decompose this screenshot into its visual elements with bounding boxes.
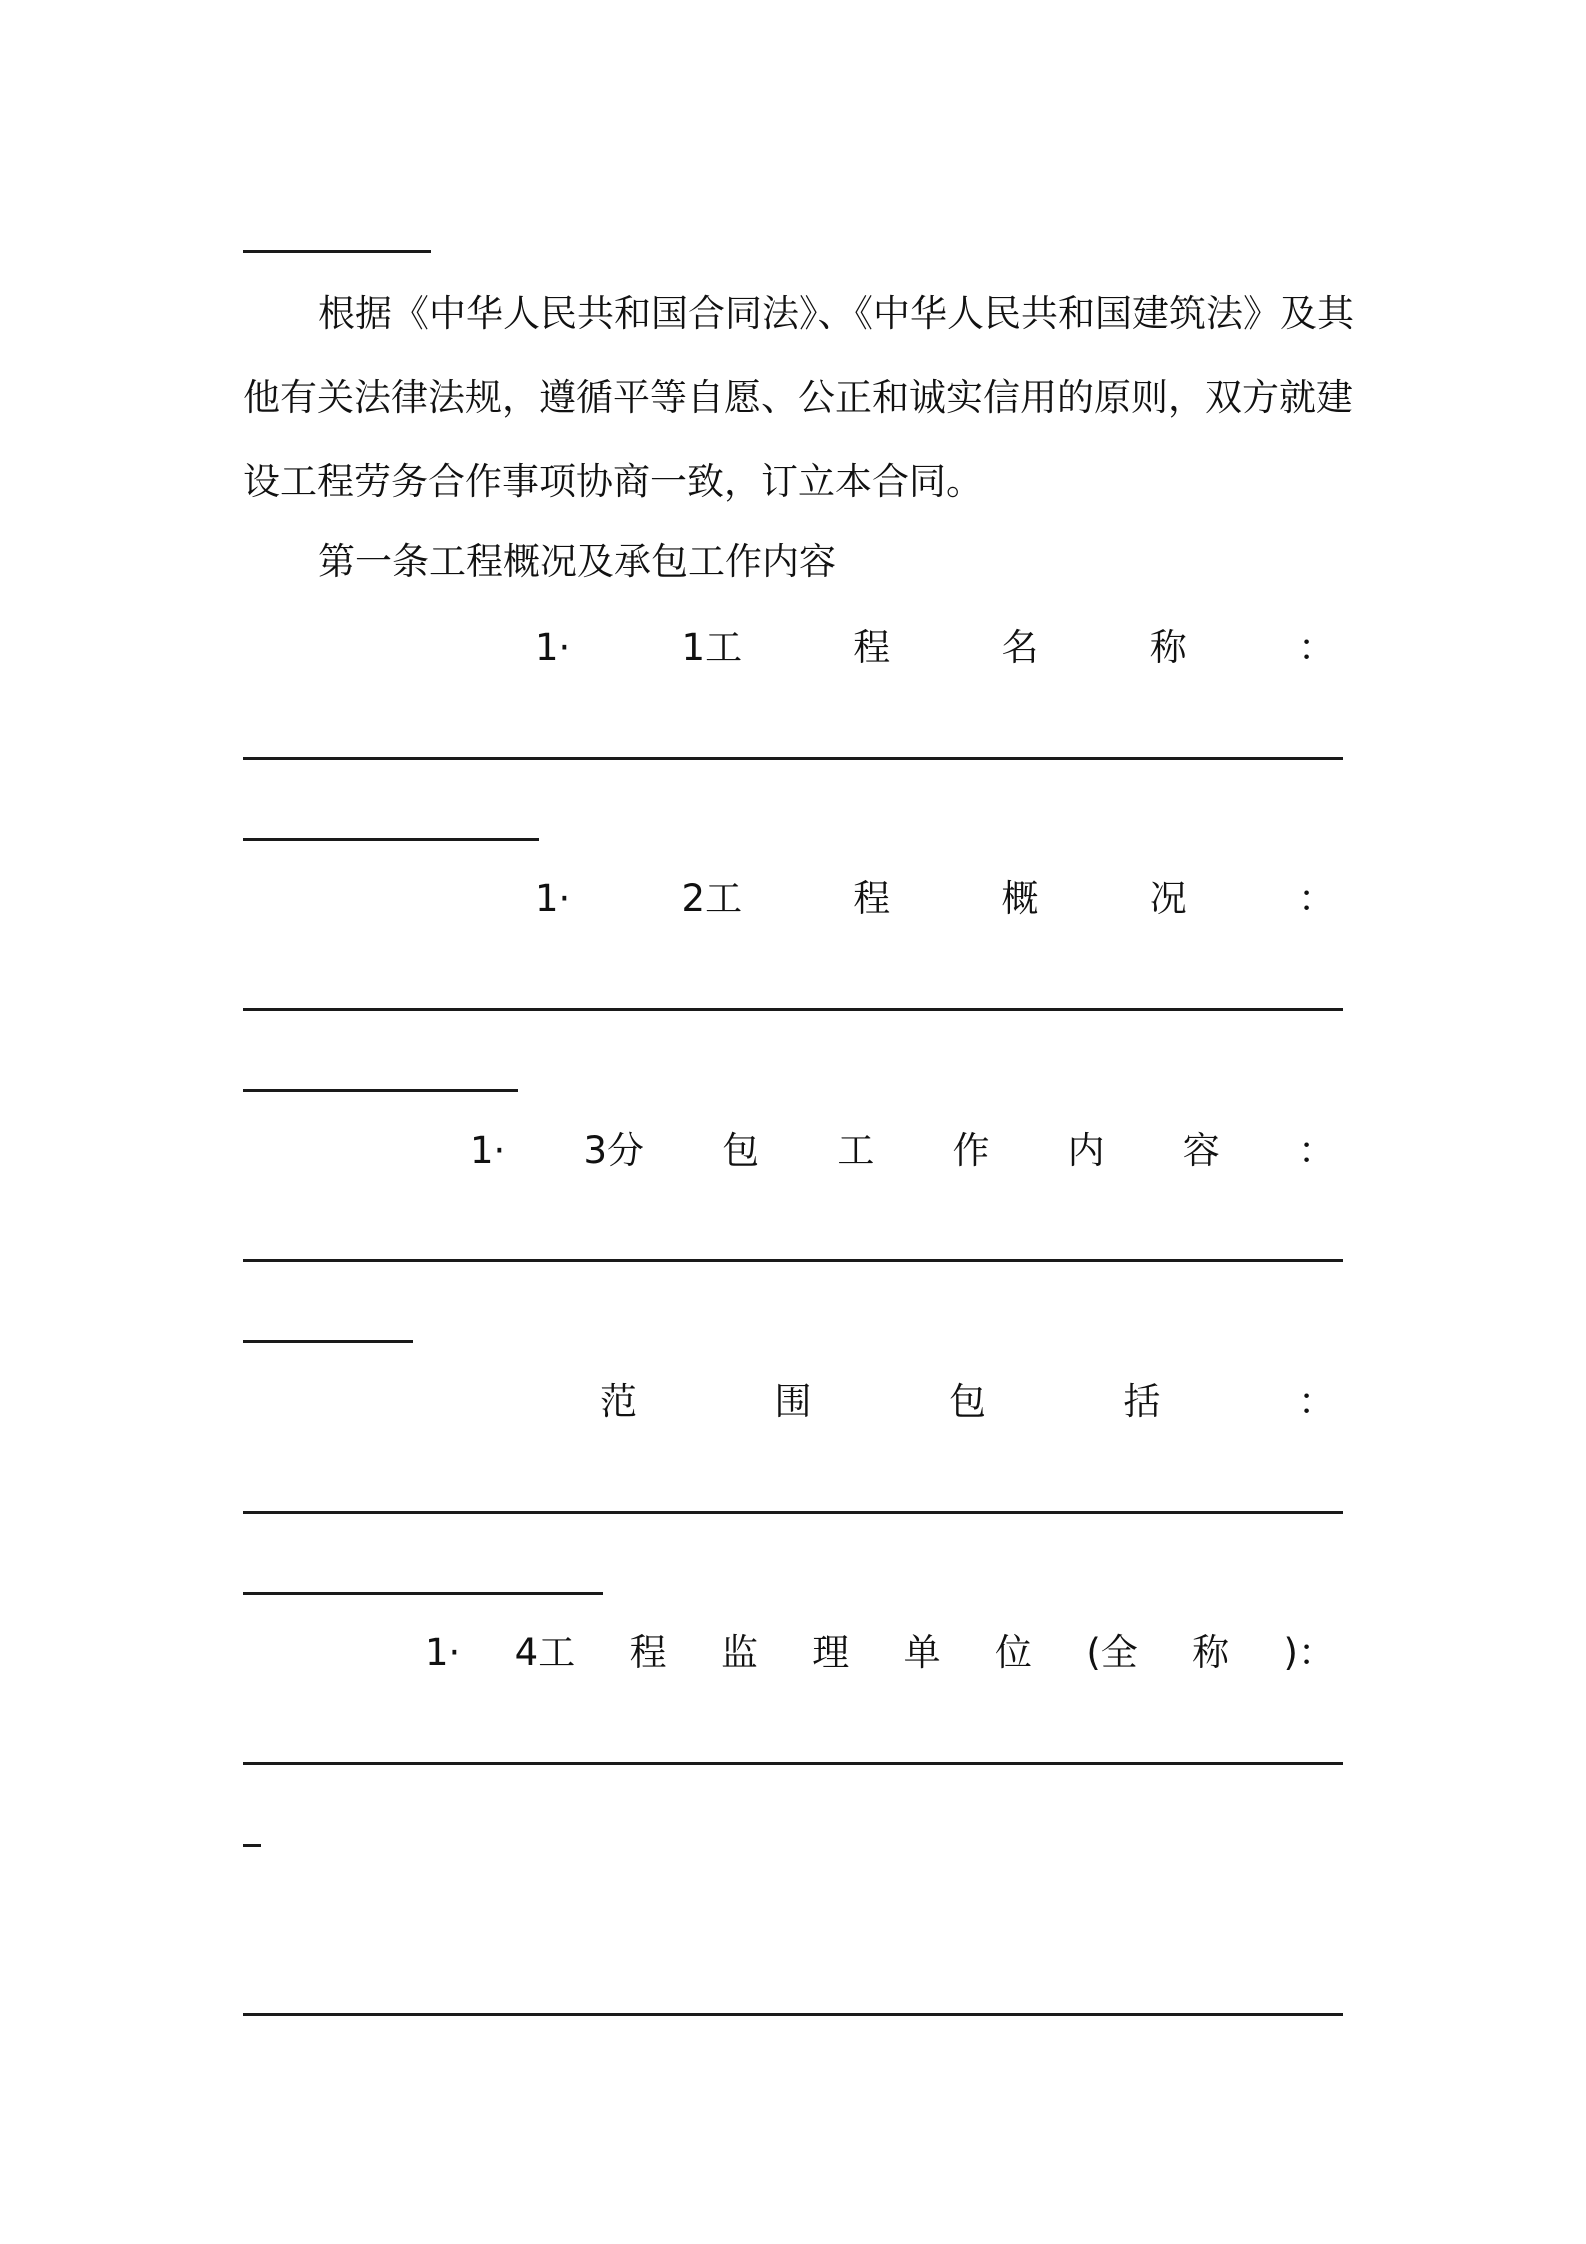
label-token: 1· [470,1129,506,1172]
blank-line [243,250,431,253]
label-token: 2工 [681,877,743,920]
label-token: 包 [949,1380,986,1423]
intro-text-1: 根据《中华人民共和国合同法》、《中华人民共和国建筑法》及其 [318,292,1354,335]
label-token: ： [1298,1380,1335,1423]
item-scope-includes-label [600,1372,1335,1432]
label-token: )： [1283,1631,1335,1674]
intro-line-1 [243,272,1353,356]
label-token: 内 [1067,1129,1105,1172]
label-token: 作 [952,1129,990,1172]
label-token: 1· [425,1631,461,1674]
fill-in-line-scope-includes[interactable] [243,1511,1343,1514]
label-token: 1工 [681,626,743,669]
label-token: 单 [903,1631,941,1674]
label-token: 称 [1192,1631,1230,1674]
intro-line-2: 他有关法律法规，遵循平等自愿、公正和诚实信用的原则，双方就建 [243,376,1353,419]
label-token: 名 [1001,626,1039,669]
label-token: 围 [774,1380,812,1423]
label-token: 称 [1149,626,1187,669]
fill-in-line-project-overview[interactable] [243,1008,1343,1011]
label-token: 监 [720,1631,758,1674]
label-token: ： [1297,877,1335,920]
label-token: 概 [1001,877,1039,920]
label-token: 1· [535,877,571,920]
item-project-name-label [535,618,1335,678]
label-token: 范 [600,1380,637,1423]
label-token: 1· [535,626,571,669]
fill-in-line-bottom[interactable] [243,2013,1343,2016]
fill-in-line-supervision-unit-cont[interactable] [243,1844,261,1847]
fill-in-line-scope-includes-cont[interactable] [243,1592,603,1595]
item-project-overview-label [535,869,1335,929]
intro-paragraph [243,272,1353,524]
item-subcontract-content-label [470,1121,1335,1181]
label-token: 括 [1123,1380,1161,1423]
label-token: ： [1297,626,1335,669]
label-token: 4工 [514,1631,576,1674]
intro-line-3: 设工程劳务合作事项协商一致，订立本合同。 [243,460,983,503]
label-token: 况 [1149,877,1187,920]
label-token: 位 [995,1631,1033,1674]
fill-in-line-project-name-cont[interactable] [243,838,539,841]
label-token: ： [1297,1129,1335,1172]
fill-in-line-supervision-unit[interactable] [243,1762,1343,1765]
fill-in-line-subcontract-content-cont[interactable] [243,1340,413,1343]
label-token: 程 [629,1631,667,1674]
label-token: 程 [853,626,891,669]
label-token: 3分 [583,1129,645,1172]
label-token: 包 [722,1129,760,1172]
article-1-heading: 第一条工程概况及承包工作内容 [318,540,836,583]
fill-in-line-project-overview-cont[interactable] [243,1089,518,1092]
label-token: 容 [1182,1129,1220,1172]
fill-in-line-subcontract-content[interactable] [243,1259,1343,1262]
label-token: 工 [837,1129,875,1172]
label-token: 理 [812,1631,850,1674]
label-token: 程 [853,877,891,920]
label-token: (全 [1086,1631,1138,1674]
fill-in-line-project-name[interactable] [243,757,1343,760]
item-supervision-unit-label [425,1623,1335,1683]
